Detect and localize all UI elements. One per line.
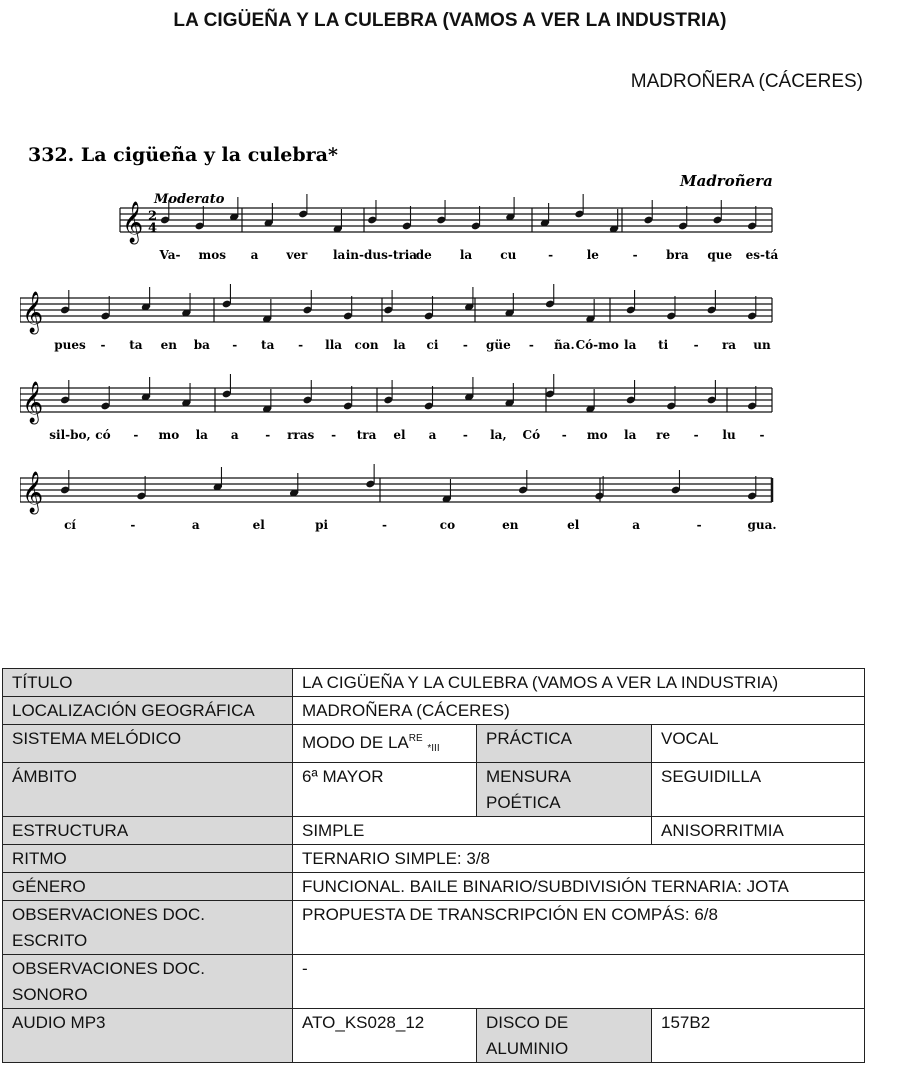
lyric-syllable: có: [95, 428, 111, 442]
lyric-syllable: el: [567, 518, 580, 532]
time-signature-top: 2: [148, 209, 158, 224]
lyric-syllable: ra: [721, 338, 737, 352]
lyric-syllable: el: [252, 518, 265, 532]
row-ambito: [3, 763, 865, 817]
lyric-syllable: lla: [325, 338, 343, 352]
lyric-syllable: re: [656, 428, 671, 442]
lyric-syllable: pues: [54, 338, 86, 352]
estructura-extra: ANISORRITMIA: [652, 817, 865, 845]
lyric-syllable: ver: [286, 248, 308, 262]
audio-label: AUDIO MP3: [3, 1009, 293, 1063]
lyric-syllable: -: [632, 248, 638, 262]
ambito-label: ÁMBITO: [3, 763, 293, 817]
row-estructura: [3, 817, 865, 845]
practica-label: PRÁCTICA: [477, 725, 652, 763]
row-localizacion: [3, 697, 865, 725]
document-title: LA CIGÜEÑA Y LA CULEBRA (VAMOS A VER LA INDUSTRIA): [173, 10, 727, 31]
genero-value: FUNCIONAL. BAILE BINARIO/SUBDIVISIÓN TERNARIA: JOTA: [293, 873, 865, 901]
lyric-syllable: con: [354, 338, 379, 352]
sistema-label: SISTEMA MELÓDICO: [3, 725, 293, 763]
lyric-syllable: a: [191, 518, 200, 532]
lyric-syllable: mo: [158, 428, 180, 442]
lyric-syllable: sil-bo,: [49, 428, 91, 442]
treble-clef-icon: 𝄞: [22, 382, 44, 423]
lyric-syllable: tra: [356, 428, 377, 442]
score-heading: 332. La cigüeña y la culebra*: [28, 144, 338, 166]
mensura-value: SEGUIDILLA: [652, 763, 865, 817]
lyric-syllable: co: [439, 518, 456, 532]
genero-label: GÉNERO: [3, 873, 293, 901]
lyric-syllable: a: [428, 428, 437, 442]
localizacion-value: MADROÑERA (CÁCERES): [293, 697, 865, 725]
lyric-syllable: a: [250, 248, 259, 262]
lyric-syllable: en: [502, 518, 519, 532]
lyric-syllable: ba: [193, 338, 210, 352]
lyric-syllable: -: [100, 338, 106, 352]
lyric-syllable: a: [632, 518, 641, 532]
music-score: [20, 130, 790, 560]
disco-label: DISCO DE ALUMINIO: [477, 1009, 652, 1063]
lyric-syllable: a: [230, 428, 239, 442]
lyric-syllable: bra: [666, 248, 689, 262]
lyric-syllable: la: [393, 338, 406, 352]
treble-clef-icon: 𝄞: [122, 202, 144, 243]
lyric-syllable: la: [624, 428, 637, 442]
disco-value: 157B2: [652, 1009, 865, 1063]
lyric-syllable: güe: [486, 338, 511, 352]
lyric-syllable: -: [693, 338, 699, 352]
row-obs-sonoro: [3, 955, 865, 1009]
estructura-label: ESTRUCTURA: [3, 817, 293, 845]
ambito-value: 6ª MAYOR: [293, 763, 477, 817]
lyric-syllable: -: [561, 428, 567, 442]
row-sistema: [3, 725, 865, 763]
lyric-syllable: cí: [64, 518, 76, 532]
practica-value: VOCAL: [652, 725, 865, 763]
lyric-syllable: de: [415, 248, 432, 262]
obs-sonoro-value: -: [293, 955, 865, 1009]
lyric-syllable: la,: [490, 428, 507, 442]
lyric-syllable: -: [462, 428, 468, 442]
lyric-syllable: Có-mo: [575, 338, 619, 352]
lyric-syllable: ta: [129, 338, 143, 352]
row-audio: [3, 1009, 865, 1063]
lyric-syllable: -: [696, 518, 702, 532]
lyric-syllable: -: [298, 338, 304, 352]
sistema-value-main: MODO DE LA: [302, 733, 409, 752]
row-ritmo: [3, 845, 865, 873]
lyric-syllable: la: [195, 428, 208, 442]
titulo-value: LA CIGÜEÑA Y LA CULEBRA (VAMOS A VER LA INDUSTRIA): [293, 669, 865, 697]
lyric-syllable: -: [133, 428, 139, 442]
treble-clef-icon: 𝄞: [22, 292, 44, 333]
lyric-syllable: -: [130, 518, 136, 532]
sistema-value-sup: RE: [408, 733, 423, 744]
lyric-syllable: -: [548, 248, 554, 262]
lyric-syllable: un: [753, 338, 771, 352]
lyric-syllable: ña.: [553, 338, 575, 352]
sistema-value: [293, 725, 477, 763]
sistema-value-sub: *III: [427, 743, 440, 754]
row-obs-escrito: [3, 901, 865, 955]
localizacion-label: LOCALIZACIÓN GEOGRÁFICA: [3, 697, 293, 725]
lyric-syllable: que: [707, 248, 733, 262]
lyric-syllable: -: [265, 428, 271, 442]
treble-clef-icon: 𝄞: [22, 472, 44, 513]
row-genero: [3, 873, 865, 901]
ritmo-label: RITMO: [3, 845, 293, 873]
lyric-syllable: gua.: [747, 518, 777, 532]
lyric-syllable: ci: [426, 338, 439, 352]
lyric-syllable: in-dus-tria: [345, 248, 418, 262]
titulo-label: TÍTULO: [3, 669, 293, 697]
score-place: Madroñera: [680, 172, 773, 190]
obs-escrito-label: OBSERVACIONES DOC. ESCRITO: [3, 901, 293, 955]
lyric-syllable: mos: [198, 248, 227, 262]
lyric-syllable: la: [624, 338, 637, 352]
lyric-syllable: -: [331, 428, 337, 442]
lyric-syllable: -: [693, 428, 699, 442]
lyric-syllable: Có: [522, 428, 541, 442]
lyric-syllable: ti: [658, 338, 669, 352]
obs-sonoro-label: OBSERVACIONES DOC. SONORO: [3, 955, 293, 1009]
lyric-syllable: mo: [586, 428, 608, 442]
lyric-syllable: lu: [722, 428, 736, 442]
lyric-syllable: le: [586, 248, 599, 262]
ritmo-value: TERNARIO SIMPLE: 3/8: [293, 845, 865, 873]
lyric-syllable: el: [393, 428, 406, 442]
estructura-value: SIMPLE: [293, 817, 652, 845]
audio-value: ATO_KS028_12: [293, 1009, 477, 1063]
score-tempo: Moderato: [154, 192, 225, 207]
lyric-syllable: -: [382, 518, 388, 532]
lyric-syllable: -: [759, 428, 765, 442]
document-location: MADROÑERA (CÁCERES): [630, 71, 863, 92]
obs-escrito-value: PROPUESTA DE TRANSCRIPCIÓN EN COMPÁS: 6/8: [293, 901, 865, 955]
lyric-syllable: la: [332, 248, 346, 262]
lyric-syllable: cu: [500, 248, 517, 262]
lyric-syllable: -: [528, 338, 534, 352]
lyric-syllable: -: [232, 338, 238, 352]
lyric-syllable: es-tá: [745, 248, 779, 262]
lyric-syllable: pi: [315, 518, 329, 532]
mensura-label: MENSURA POÉTICA: [477, 763, 652, 817]
lyric-syllable: la: [459, 248, 473, 262]
lyric-syllable: ta: [261, 338, 275, 352]
time-signature-bottom: 4: [148, 221, 158, 236]
metadata-table: [2, 668, 865, 1063]
lyric-syllable: rras: [287, 428, 315, 442]
row-titulo: [3, 669, 865, 697]
lyric-syllable: en: [160, 338, 178, 352]
lyric-syllable: -: [462, 338, 468, 352]
lyric-syllable: Va-: [159, 248, 181, 262]
